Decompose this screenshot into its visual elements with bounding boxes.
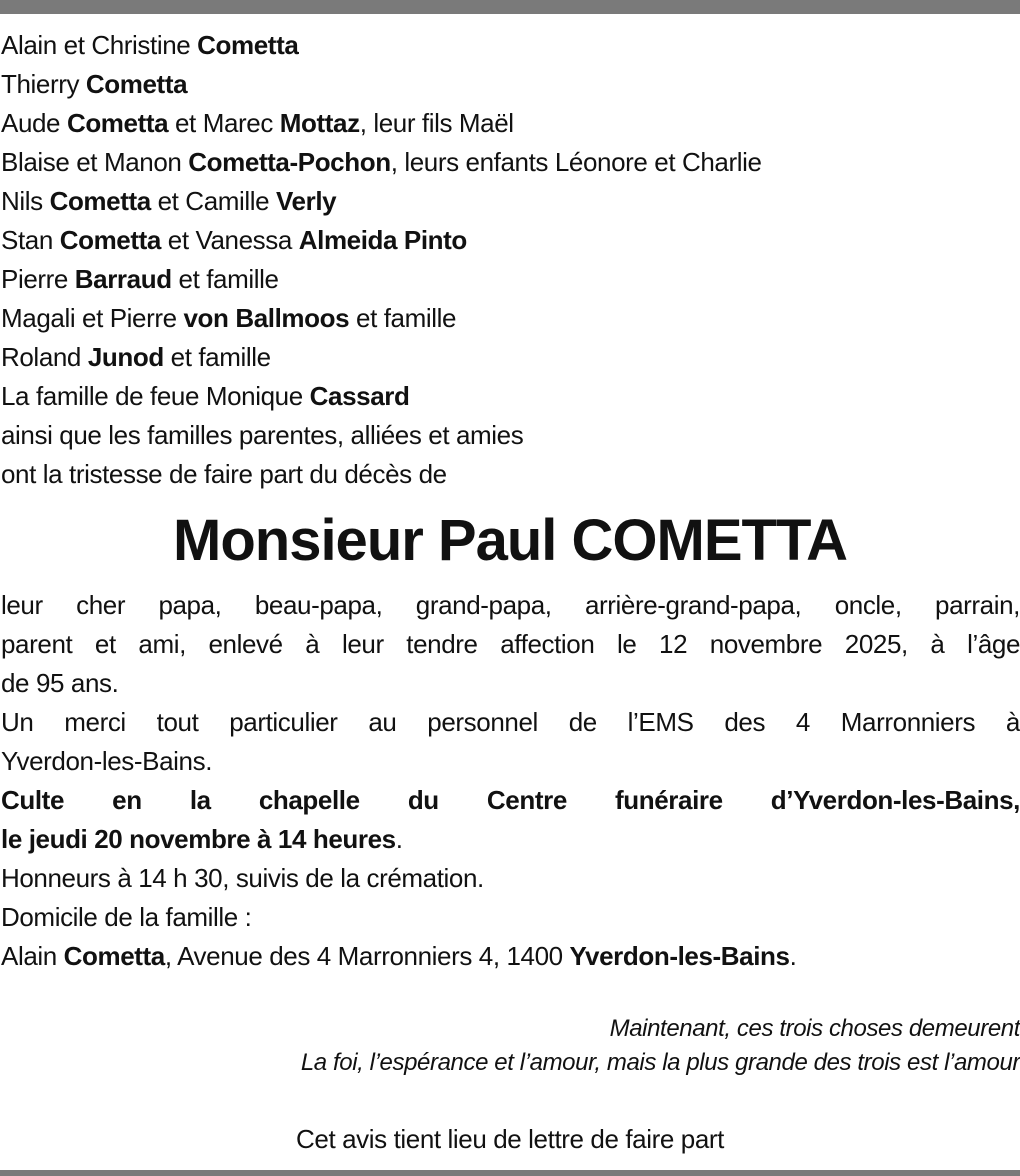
bold-text: von Ballmoos <box>183 303 350 333</box>
body-line <box>1 898 1020 937</box>
family-line <box>1 455 1020 494</box>
text: , leur fils Maël <box>359 108 514 138</box>
text: leur cher papa, beau-papa, grand-papa, arrière-grand-papa, oncle, parrain, <box>1 590 1020 620</box>
family-line <box>1 260 1020 299</box>
text: Thierry <box>1 69 86 99</box>
bold-text: Culte en la chapelle du Centre funéraire d’Yverdon-les-Bains, <box>1 785 1020 815</box>
bold-text: Mottaz <box>279 108 360 138</box>
bold-text: Cometta <box>197 30 299 60</box>
text: ont la tristesse de faire part du décès de <box>1 459 447 489</box>
text: Blaise et Manon <box>1 147 189 177</box>
family-line <box>1 377 1020 416</box>
text: et Camille <box>150 186 277 216</box>
quote <box>0 1012 1020 1080</box>
bold-text: Cometta <box>59 225 161 255</box>
text: Un merci tout particulier au personnel de l’EMS des 4 Marronniers à <box>1 707 1020 737</box>
deceased-name: Monsieur Paul COMETTA <box>173 508 847 573</box>
bold-text: Cometta-Pochon <box>188 147 391 177</box>
text: Aude <box>1 108 67 138</box>
family-line <box>1 143 1020 182</box>
text: Magali et Pierre <box>1 303 184 333</box>
family-line <box>1 65 1020 104</box>
bold-text: Cometta <box>66 108 169 138</box>
body-line <box>1 781 1020 820</box>
bold-text: Cometta <box>85 69 188 99</box>
bold-text: Cassard <box>309 381 410 411</box>
text: et famille <box>349 303 457 333</box>
top-rule <box>0 0 1020 14</box>
family-line <box>1 104 1020 143</box>
text: Alain et Christine <box>1 30 198 60</box>
text: Nils <box>1 186 50 216</box>
family-line <box>1 182 1020 221</box>
text: Stan <box>1 225 60 255</box>
body-line <box>1 625 1020 664</box>
body-line <box>1 820 1020 859</box>
text: , leurs enfants Léonore et Charlie <box>390 147 762 177</box>
bold-text: le jeudi 20 novembre à 14 heures <box>1 824 396 854</box>
bold-text: Verly <box>276 186 337 216</box>
family-line <box>1 26 1020 65</box>
bold-text: Barraud <box>74 264 172 294</box>
body-line <box>1 703 1020 742</box>
text: Pierre <box>1 264 75 294</box>
text: de 95 ans. <box>1 668 119 698</box>
bold-text: Cometta <box>49 186 151 216</box>
bold-text: Yverdon-les-Bains <box>569 941 790 971</box>
footer-text: Cet avis tient lieu de lettre de faire part <box>296 1124 724 1154</box>
body-line <box>1 664 1020 703</box>
text: et Vanessa <box>160 225 299 255</box>
body-line <box>1 742 1020 781</box>
text: et famille <box>171 264 279 294</box>
family-line <box>1 299 1020 338</box>
bold-text: Almeida Pinto <box>298 225 467 255</box>
text: Yverdon-les-Bains. <box>1 746 213 776</box>
quote-line: La foi, l’espérance et l’amour, mais la plus grande des trois est l’amour <box>300 1049 1020 1076</box>
bold-text: Cometta <box>63 941 165 971</box>
text: ainsi que les familles parentes, alliées et amies <box>1 420 524 450</box>
bold-text: Junod <box>87 342 164 372</box>
family-line <box>1 416 1020 455</box>
text: Domicile de la famille : <box>1 902 252 932</box>
text: et Marec <box>168 108 280 138</box>
body-line <box>1 859 1020 898</box>
text: parent et ami, enlevé à leur tendre affection le 12 novembre 2025, à l’âge <box>1 629 1020 659</box>
text: Alain <box>1 941 64 971</box>
bottom-rule <box>0 1170 1020 1176</box>
text: . <box>395 824 403 854</box>
family-line <box>1 221 1020 260</box>
family-list <box>1 26 1020 494</box>
text: La famille de feue Monique <box>1 381 310 411</box>
text: . <box>789 941 797 971</box>
quote-line: Maintenant, ces trois choses demeurent <box>609 1015 1020 1042</box>
text: et famille <box>163 342 271 372</box>
family-line <box>1 338 1020 377</box>
text: Honneurs à 14 h 30, suivis de la crémation. <box>1 863 484 893</box>
body-line <box>1 937 1020 976</box>
body-line <box>1 586 1020 625</box>
footer-note <box>0 1120 1020 1159</box>
text: Roland <box>1 342 88 372</box>
text: , Avenue des 4 Marronniers 4, 1400 <box>164 941 570 971</box>
notice-body <box>1 586 1020 976</box>
